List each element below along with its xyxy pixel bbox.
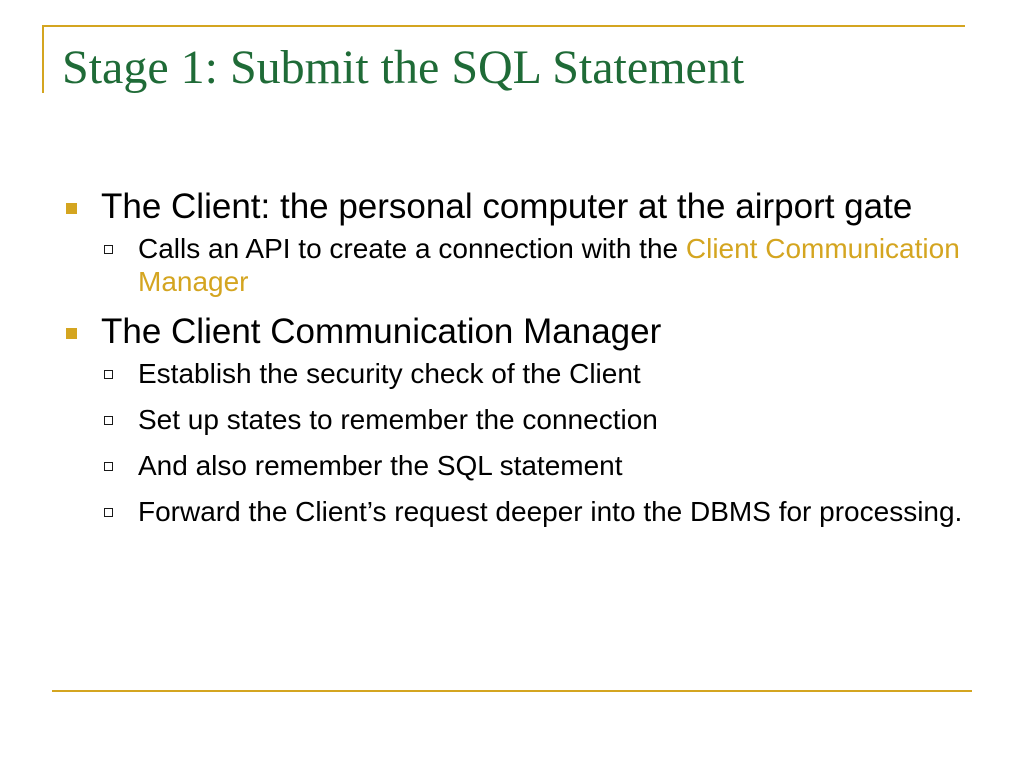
sub-bullet-item-sql [64,449,974,482]
bullet-item-client [64,186,974,228]
square-bullet-icon [66,203,77,214]
footer-divider-line [52,690,972,692]
bullet-text: The Client Communication Manager [101,312,662,351]
highlighted-term: Client Communication Manager [138,233,960,297]
sub-bullet-text: And also remember the SQL statement [138,450,623,481]
sub-bullet-text: Set up states to remember the connection [138,404,658,435]
hollow-square-bullet-icon [104,370,113,379]
hollow-square-bullet-icon [104,416,113,425]
sub-bullet-item-states [64,403,974,436]
frame-top-line [42,25,965,27]
slide-title: Stage 1: Submit the SQL Statement [62,41,745,94]
sub-bullet-item-security [64,357,974,390]
sub-bullet-text: Calls an API to create a connection with the [138,233,686,264]
hollow-square-bullet-icon [104,245,113,254]
frame-left-line [42,25,44,93]
sub-bullet-text: Forward the Client’s request deeper into the DBMS for processing. [138,496,963,527]
bullet-text: The Client: the personal computer at the airport gate [101,187,913,226]
square-bullet-icon [66,328,77,339]
sub-bullet-item-forward [64,495,974,528]
bullet-item-ccm [64,311,974,353]
sub-bullet-item-calls-api [64,232,974,298]
hollow-square-bullet-icon [104,462,113,471]
sub-bullet-text: Establish the security check of the Client [138,358,641,389]
hollow-square-bullet-icon [104,508,113,517]
bullet-list [64,186,974,541]
